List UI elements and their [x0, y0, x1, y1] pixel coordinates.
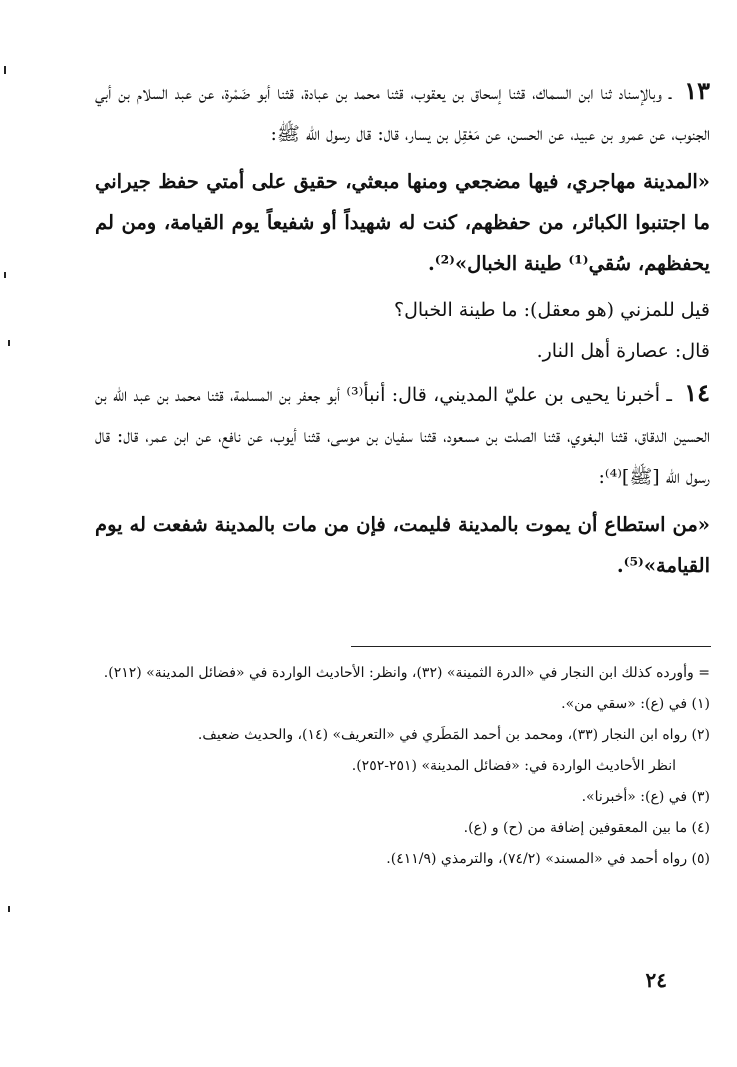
footnote-5: (٥) رواه أحمد في «المسند» (٧٤/٢)، والترمذي (٤١١/٩).	[386, 851, 710, 867]
hadith-14-isnad	[95, 372, 710, 498]
hadith-14-matn: «من استطاع أن يموت بالمدينة فليمت، فإن من مات بالمدينة شفعت له يوم القيامة»⁽⁵⁾.	[95, 513, 710, 577]
scan-margin-mark	[4, 272, 6, 278]
footnote-4: (٤) ما بين المعقوفين إضافة من (ح) و (ع).	[463, 820, 710, 836]
hadith-13-isnad	[95, 70, 710, 155]
footnote-divider	[351, 646, 711, 647]
hadith-13-matn: «المدينة مهاجري، فيها مضجعي ومنها مبعثي، حقيق على أمتي حفظ جيراني ما اجتنبوا الكبائر، من حفظهم، كنت له شهيداً أو شفيعاً يوم القيامة، ومن لم يحفظهم، سُقي⁽¹⁾ طينة الخبال»⁽²⁾.	[95, 170, 710, 275]
scan-margin-mark	[4, 66, 6, 74]
hadith-14-number: ١٤	[684, 378, 710, 407]
footnote-3: (٣) في (ع): «أخبرنا».	[581, 789, 710, 805]
hadith-13-number: ١٣	[684, 76, 710, 105]
footnote-2: (٢) رواه ابن النجار (٣٣)، ومحمد بن أحمد المَطَري في «التعريف» (١٤)، والحديث ضعيف.	[197, 727, 710, 743]
footnote-2-continued: انظر الأحاديث الواردة في: «فضائل المدينة» (٢٥١-٢٥٢).	[351, 758, 676, 774]
scan-margin-mark	[8, 906, 10, 912]
footnotes	[95, 658, 710, 875]
hadith-13-question: قيل للمزني (هو معقل): ما طينة الخبال؟	[393, 299, 710, 321]
scan-margin-mark	[8, 340, 10, 346]
hadith-13-isnad-text: ـ وبالإسناد ثنا ابن السماك، قثنا إسحاق بن يعقوب، قثنا محمد بن عبادة، قثنا أبو ضَمْرة، عن عبد السلام بن أبي الجنوب، عن عمرو بن عبيد، عن الحسن، عن مَعْقِل بن يسار، قال: قال رسول الله ﷺ:	[95, 82, 710, 145]
footnote-1: (١) في (ع): «سقي من».	[561, 696, 710, 712]
hadith-14-isnad-text: ـ أخبرنا يحيى بن عليّ المديني، قال: أنبأ⁽³⁾ أبو جعفر بن المسلمة، قثنا محمد بن عبد الله بن الحسين الدقاق، قثنا البغوي، قثنا الصلت بن مسعود، قثنا سفيان بن موسى، قثنا أيوب، عن نافع، عن ابن عمر، قال: قال رسول الله [ﷺ]⁽⁴⁾:	[95, 384, 710, 488]
footnote-continuation: = وأورده كذلك ابن النجار في «الدرة الثمينة» (٣٢)، وانظر: الأحاديث الواردة في «فضائل المدينة» (٢١٢).	[103, 665, 710, 681]
main-text	[95, 70, 710, 586]
hadith-13-answer: قال: عصارة أهل النار.	[536, 340, 710, 362]
page-number: ٢٤	[645, 968, 667, 992]
